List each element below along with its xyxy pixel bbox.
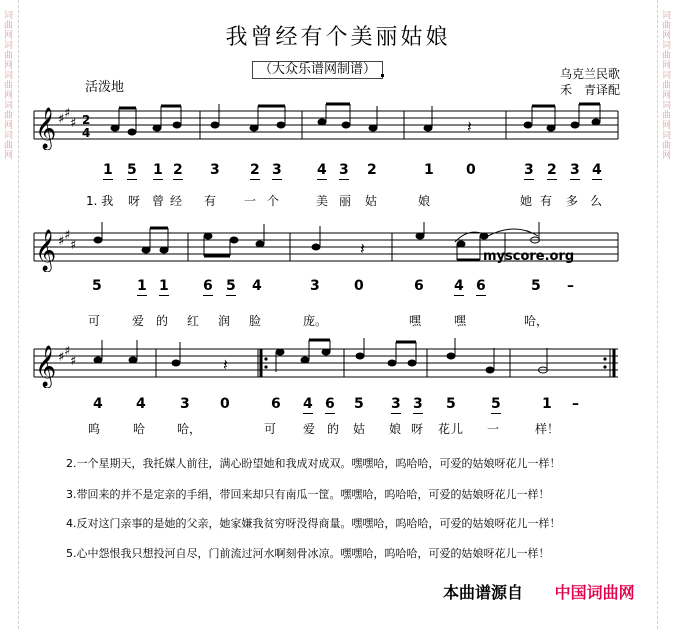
jianpu-note: 5 <box>446 396 456 412</box>
lyric-syllable: 嘿 <box>409 314 422 328</box>
jianpu-line-1 <box>0 162 676 184</box>
jianpu-note: 4 <box>303 396 313 412</box>
side-watermark-text: 词曲网词曲网词曲网词曲网词曲网 <box>2 10 12 160</box>
staff-watermark: myscore.org <box>483 249 575 264</box>
verse-5: 5.心中怨恨我只想投河自尽，门前流过河水啊刻骨冰凉。嘿嘿哈，呜哈哈，可爱的姑娘呀花儿一样！ <box>66 547 550 560</box>
staff-1 <box>0 100 676 150</box>
jianpu-note: 5 <box>92 278 102 294</box>
jianpu-note: 4 <box>592 162 602 178</box>
lyric-syllable: 的 <box>327 422 340 436</box>
lyric-syllable: 姑 <box>365 194 378 208</box>
jianpu-note: 1 <box>137 278 147 294</box>
jianpu-note: 6 <box>271 396 281 412</box>
svg-text:♯: ♯ <box>70 116 77 131</box>
jianpu-note: 1 <box>159 278 169 294</box>
jianpu-note: 4 <box>93 396 103 412</box>
jianpu-note: 1 <box>424 162 434 178</box>
lyric-syllable: 么 <box>590 194 603 208</box>
lyric-syllable: 多 <box>566 194 579 208</box>
lyric-syllable: 姑 <box>353 422 366 436</box>
lyric-syllable: 儿 <box>451 422 464 436</box>
svg-text:♯: ♯ <box>64 228 71 243</box>
jianpu-note: 6 <box>414 278 424 294</box>
jianpu-note: 3 <box>180 396 190 412</box>
lyric-syllable: 呜 <box>88 422 101 436</box>
jianpu-rest: 0 <box>354 278 364 294</box>
svg-text:♯: ♯ <box>58 350 65 365</box>
jianpu-dash: – <box>567 278 574 294</box>
source-prefix: 本曲谱源自 <box>443 583 524 602</box>
lyric-syllable: 样！ <box>535 422 560 436</box>
lyric-syllable: 1. 我 <box>86 194 114 208</box>
lyric-syllable: 呀 <box>411 422 424 436</box>
jianpu-rest: 0 <box>220 396 230 412</box>
staff-2 <box>0 222 676 272</box>
jianpu-note: 1 <box>103 162 113 178</box>
jianpu-line-2 <box>0 278 676 300</box>
jianpu-note: 6 <box>325 396 335 412</box>
jianpu-note: 2 <box>250 162 260 178</box>
lyric-syllable: 一 <box>487 422 500 436</box>
quarter-rest-icon: 𝄽 <box>467 117 472 136</box>
lyric-line-1 <box>0 192 676 210</box>
jianpu-note: 1 <box>153 162 163 178</box>
svg-text:♯: ♯ <box>70 354 77 369</box>
quarter-rest-icon: 𝄽 <box>360 239 365 258</box>
svg-text:♯: ♯ <box>70 238 77 253</box>
jianpu-dash: – <box>572 396 579 412</box>
jianpu-rest: 0 <box>466 162 476 178</box>
svg-text:♯: ♯ <box>58 112 65 127</box>
verse-2: 2.一个星期天，我托媒人前往，满心盼望她和我成对成双。嘿嘿哈，呜哈哈，可爱的姑娘呀花儿一样！ <box>66 457 561 470</box>
jianpu-note: 5 <box>226 278 236 294</box>
lyric-syllable: 花 <box>438 422 451 436</box>
lyric-syllable: 呀 <box>128 194 141 208</box>
jianpu-note: 3 <box>310 278 320 294</box>
lyric-syllable: 爱 <box>303 422 316 436</box>
jianpu-note: 4 <box>252 278 262 294</box>
time-signature-top: 2 <box>82 113 91 127</box>
jianpu-note: 2 <box>173 162 183 178</box>
jianpu-note: 5 <box>354 396 364 412</box>
jianpu-note: 3 <box>391 396 401 412</box>
lyric-syllable: 爱 <box>132 314 145 328</box>
jianpu-note: 3 <box>339 162 349 178</box>
jianpu-note: 1 <box>542 396 552 412</box>
song-arranger: 禾 青译配 <box>560 83 621 97</box>
lyric-syllable: 润 <box>218 314 231 328</box>
tempo-marking: 活泼地 <box>85 80 125 95</box>
lyric-syllable: 红 <box>187 314 200 328</box>
lyric-syllable: 有 <box>540 194 553 208</box>
credits <box>560 66 620 98</box>
svg-text:♯: ♯ <box>64 344 71 359</box>
jianpu-note: 4 <box>136 396 146 412</box>
jianpu-note: 4 <box>317 162 327 178</box>
treble-clef-icon: 𝄞 <box>35 346 57 387</box>
lyric-syllable: 哈， <box>177 422 202 436</box>
verse-3: 3.带回来的并不是定亲的手绢，带回来却只有南瓜一筐。嘿嘿哈，呜哈哈，可爱的姑娘呀花儿一样！ <box>66 488 550 501</box>
lyric-syllable: 可 <box>88 314 101 328</box>
song-title: 我曾经有个美丽姑娘 <box>225 25 451 50</box>
source-brand: 中国词曲网 <box>554 583 635 602</box>
lyric-syllable: 娘 <box>418 194 431 208</box>
jianpu-note: 3 <box>570 162 580 178</box>
side-watermark-text: 词曲网词曲网词曲网词曲网词曲网 <box>660 10 670 160</box>
decorative-dot <box>381 74 384 77</box>
verse-4: 4.反对这门亲事的是她的父亲，她家嫌我贫穷呀没得商量。嘿嘿哈，呜哈哈，可爱的姑娘呀花儿一样！ <box>66 517 561 530</box>
svg-text:♯: ♯ <box>58 234 65 249</box>
lyric-syllable: 可 <box>264 422 277 436</box>
lyric-syllable: 哈 <box>133 422 146 436</box>
score-maker-note: （大众乐谱网制谱） <box>252 61 383 79</box>
source-credit <box>443 580 635 603</box>
lyric-line-2 <box>0 312 676 330</box>
lyric-syllable: 娘 <box>389 422 402 436</box>
jianpu-note: 5 <box>531 278 541 294</box>
jianpu-note: 2 <box>367 162 377 178</box>
treble-clef-icon: 𝄞 <box>35 230 57 271</box>
treble-clef-icon: 𝄞 <box>35 108 57 149</box>
lyric-syllable: 美 <box>316 194 329 208</box>
jianpu-note: 3 <box>413 396 423 412</box>
lyric-syllable: 曾 <box>152 194 165 208</box>
lyric-syllable: 个 <box>267 194 280 208</box>
lyric-syllable: 嘿 <box>454 314 467 328</box>
svg-text:♯: ♯ <box>64 106 71 121</box>
jianpu-note: 2 <box>547 162 557 178</box>
quarter-rest-icon: 𝄽 <box>223 355 228 374</box>
jianpu-note: 4 <box>454 278 464 294</box>
song-origin: 乌克兰民歌 <box>560 67 621 81</box>
lyric-syllable: 有 <box>204 194 217 208</box>
jianpu-note: 3 <box>524 162 534 178</box>
jianpu-note: 3 <box>210 162 220 178</box>
time-signature-bottom: 4 <box>82 126 91 140</box>
jianpu-note: 5 <box>127 162 137 178</box>
staff-3 <box>0 338 676 388</box>
lyric-syllable: 哈， <box>524 314 549 328</box>
lyric-line-3 <box>0 420 676 438</box>
lyric-syllable: 她 <box>520 194 533 208</box>
jianpu-note: 6 <box>203 278 213 294</box>
jianpu-note: 3 <box>272 162 282 178</box>
jianpu-note: 5 <box>491 396 501 412</box>
lyric-syllable: 经 <box>170 194 183 208</box>
lyric-syllable: 庞。 <box>303 314 328 328</box>
lyric-syllable: 脸 <box>249 314 262 328</box>
lyric-syllable: 丽 <box>339 194 352 208</box>
jianpu-note: 6 <box>476 278 486 294</box>
lyric-syllable: 的 <box>156 314 169 328</box>
lyric-syllable: 一 <box>244 194 257 208</box>
jianpu-line-3 <box>0 396 676 418</box>
